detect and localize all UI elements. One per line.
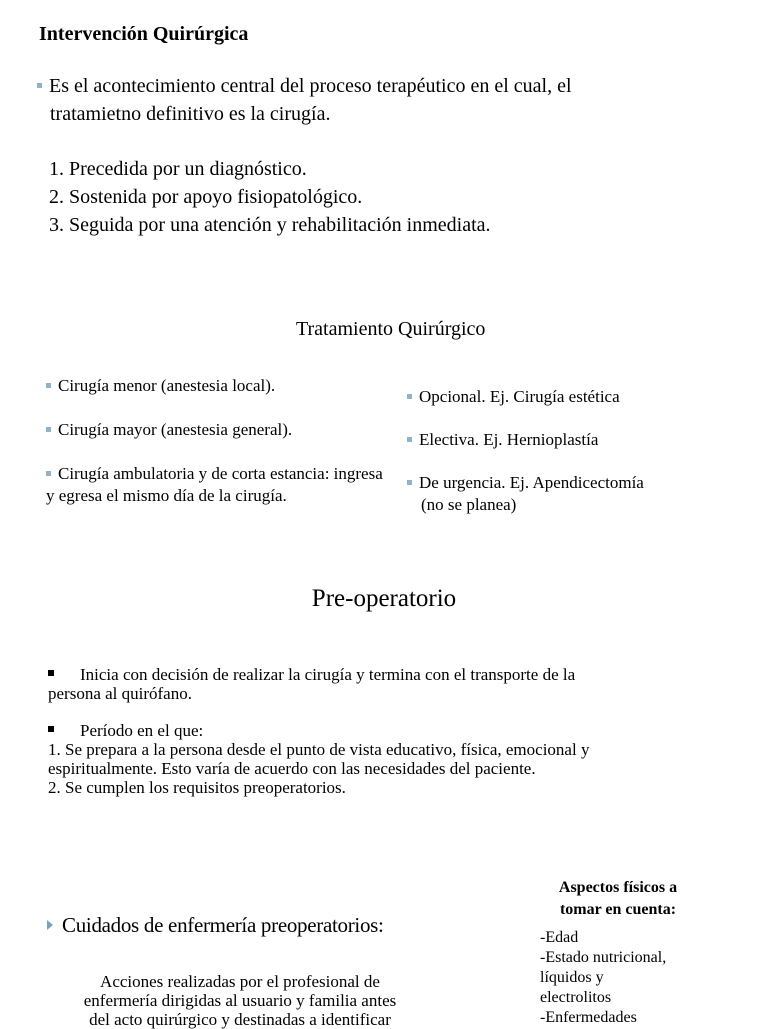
bullet-line: 1. Se prepara a la persona desde el punto de vista educativo, física, emocional y [48, 740, 590, 759]
aspectos-title-line: tomar en cuenta: [559, 901, 677, 918]
triangle-bullet-icon [47, 920, 53, 930]
list-item-text: Cirugía menor (anestesia local). [58, 376, 276, 395]
bullet-line: espiritualmente. Esto varía de acuerdo con las necesidades del paciente. [48, 759, 536, 778]
bullet-text-continuation: persona al quirófano. [48, 684, 192, 703]
square-bullet-icon [407, 394, 412, 399]
aspectos-item: líquidos y [540, 969, 604, 986]
acciones-line: Acciones realizadas por el profesional de [100, 972, 380, 991]
list-item-text: De urgencia. Ej. Apendicectomía [419, 473, 644, 492]
bullet-text: Inicia con decisión de realizar la cirugía y termina con el transporte de la [80, 665, 576, 684]
preoperatorio-bullet-1 [48, 665, 738, 703]
aspectos-item: -Edad [540, 929, 579, 946]
tratamiento-left-list [46, 375, 386, 529]
list-item-text: Electiva. Ej. Hernioplastía [419, 430, 599, 449]
cuidados-acciones [40, 972, 440, 1029]
intervencion-steps [49, 155, 509, 239]
preoperatorio-body [48, 665, 738, 815]
aspectos-item: -Enfermedades [540, 1009, 637, 1026]
step-item: 1. Precedida por un diagnóstico. [49, 158, 307, 180]
section-title-preoperatorio: Pre-operatorio [311, 585, 457, 612]
section-title-tratamiento: Tratamiento Quirúrgico [296, 318, 486, 340]
list-item [46, 419, 386, 441]
square-bullet-icon [46, 383, 51, 388]
aspectos-list [540, 928, 720, 1028]
section-title-intervencion: Intervención Quirúrgica [39, 23, 249, 45]
step-item: 3. Seguida por una atención y rehabilitación inmediata. [49, 214, 491, 236]
list-item-text: Cirugía ambulatoria y de corta estancia: ingresa y egresa el mismo día de la cirugía. [46, 464, 383, 505]
definition-line-1: Es el acontecimiento central del proceso terapéutico en el cual, el [49, 75, 572, 97]
aspectos-item: -Estado nutricional, [540, 949, 667, 966]
preoperatorio-bullet-2 [48, 721, 738, 797]
cuidados-title-text: Cuidados de enfermería preoperatorios: [62, 913, 384, 937]
square-bullet-icon [407, 480, 412, 485]
list-item [407, 472, 747, 516]
aspectos-item: electrolitos [540, 989, 612, 1006]
section-title-cuidados [47, 913, 384, 938]
bullet-text: Período en el que: [80, 721, 204, 740]
list-item-continuation: (no se planea) [421, 495, 517, 514]
aspectos-title-line: Aspectos físicos a [558, 879, 678, 896]
step-item: 2. Sostenida por apoyo fisiopatológico. [49, 186, 363, 208]
list-item [46, 375, 386, 397]
bullet-line: 2. Se cumplen los requisitos preoperatorios. [48, 778, 346, 797]
square-bullet-icon [46, 427, 51, 432]
tratamiento-right-list [407, 386, 747, 516]
list-item-text: Cirugía mayor (anestesia general). [58, 420, 293, 439]
list-item-text: Opcional. Ej. Cirugía estética [419, 387, 620, 406]
list-item [407, 386, 747, 408]
aspectos-title [538, 877, 698, 921]
acciones-line: enfermería dirigidas al usuario y familia antes [83, 991, 397, 1010]
intervencion-definition [37, 72, 737, 128]
list-item [46, 463, 386, 507]
black-square-bullet-icon [48, 726, 54, 732]
definition-line-2: tratamietno definitivo es la cirugía. [50, 103, 331, 125]
acciones-line: del acto quirúrgico y destinadas a identificar [89, 1010, 391, 1029]
square-bullet-icon [37, 83, 42, 88]
list-item [407, 429, 747, 451]
black-square-bullet-icon [48, 670, 54, 676]
square-bullet-icon [407, 437, 412, 442]
square-bullet-icon [46, 471, 51, 476]
